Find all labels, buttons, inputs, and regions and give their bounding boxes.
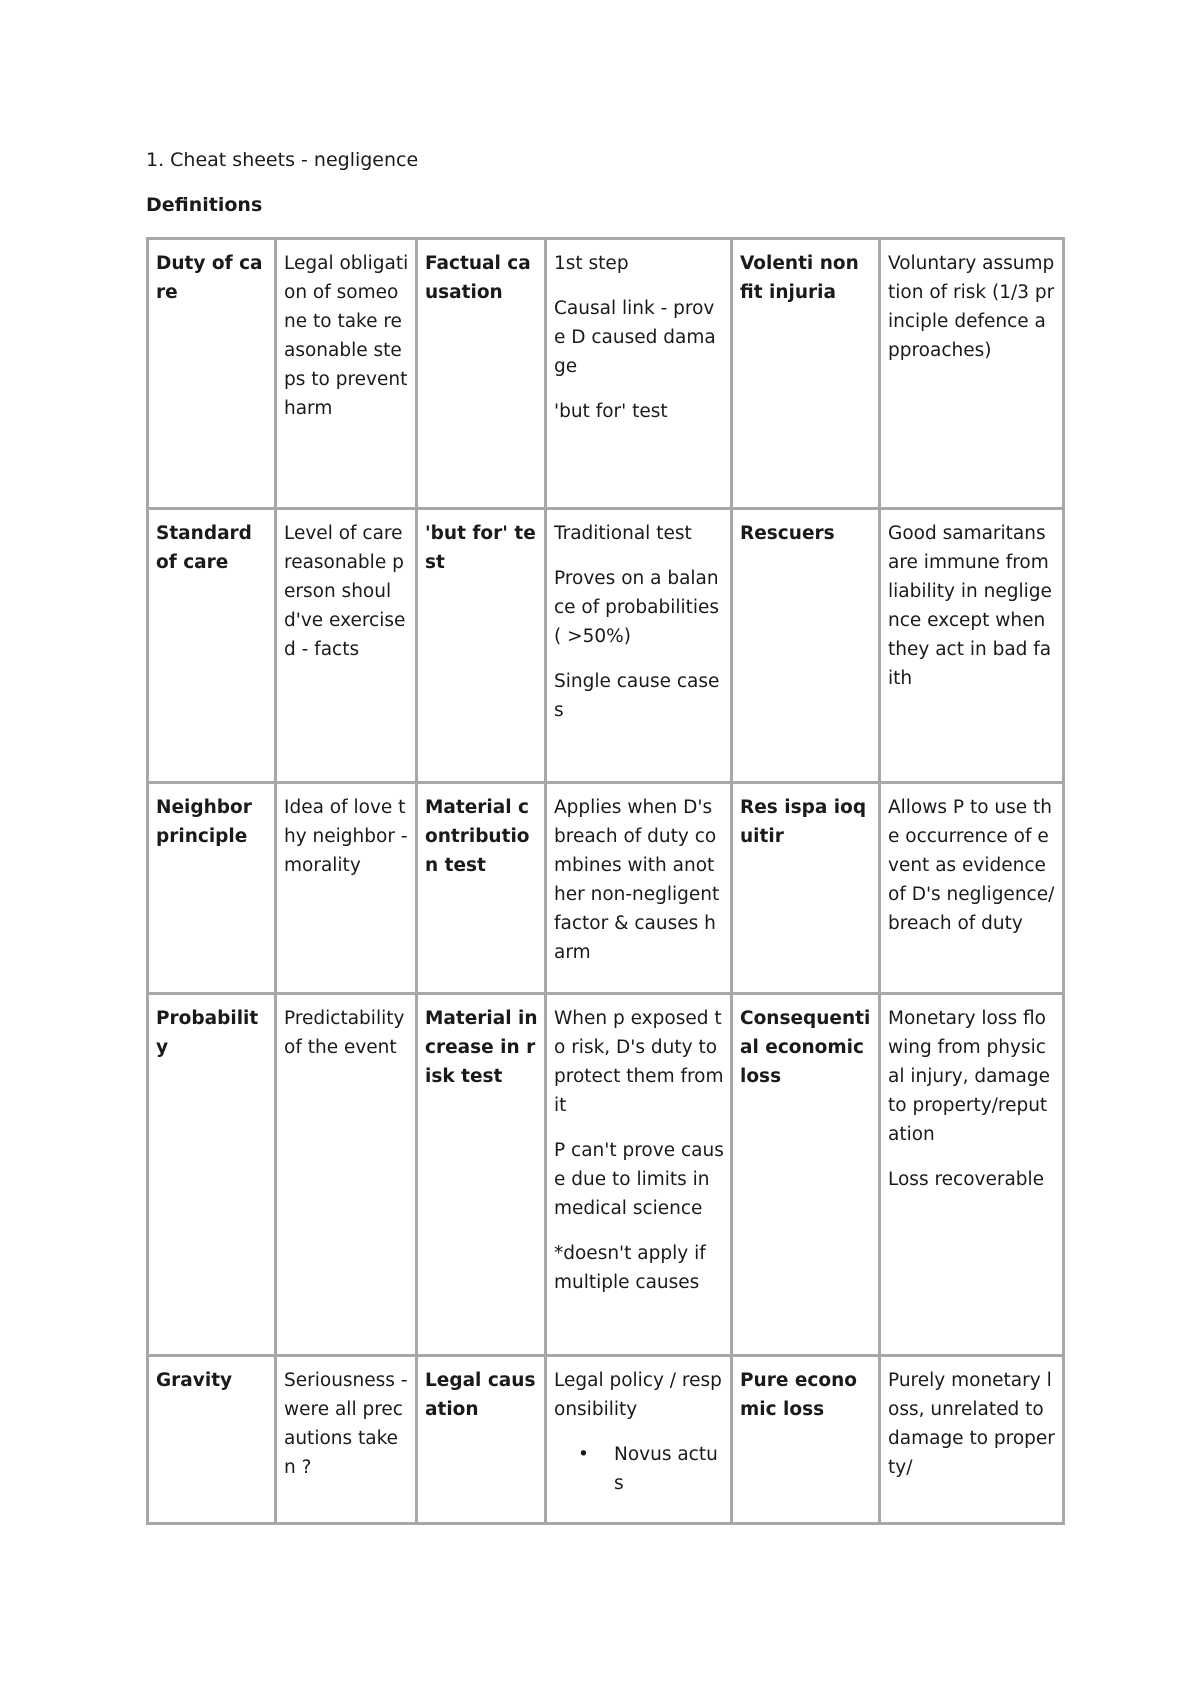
definition-cell xyxy=(880,239,1064,509)
term-text: Probability xyxy=(156,1008,259,1058)
definition-cell xyxy=(546,994,732,1356)
term-cell xyxy=(148,1356,276,1524)
term-text: Gravity xyxy=(156,1370,233,1391)
term-cell xyxy=(148,783,276,994)
term-text: 'but for' test xyxy=(425,523,536,573)
document-title: 1. Cheat sheets - negligence xyxy=(146,149,419,171)
definition-text: Allows P to use the occurrence of event as evidence of D's negligence/breach of duty xyxy=(888,797,1055,934)
definition-cell xyxy=(546,239,732,509)
term-cell xyxy=(732,509,880,783)
definition-text: Monetary loss flowing from physical injury, damage to property/reputation xyxy=(888,1008,1050,1145)
term-cell xyxy=(148,994,276,1356)
definition-text: Idea of love thy neighbor - morality xyxy=(284,797,408,876)
definition-text: Applies when D's breach of duty combines with another non-negligent factor & causes harm xyxy=(554,797,720,963)
bullet-item: • Novus actus xyxy=(614,1440,724,1498)
term-cell xyxy=(732,783,880,994)
term-text: Rescuers xyxy=(740,523,835,544)
term-text: Factual causation xyxy=(425,253,531,303)
definition-text: Seriousness - were all precautions taken ? xyxy=(284,1370,408,1478)
definition-text: 'but for' test xyxy=(554,401,668,422)
definition-cell xyxy=(276,509,417,783)
table-row xyxy=(148,239,1064,509)
term-text: Standard of care xyxy=(156,523,252,573)
term-cell xyxy=(417,783,546,994)
term-cell xyxy=(148,509,276,783)
term-cell xyxy=(732,994,880,1356)
definition-text: Predictability of the event xyxy=(284,1008,405,1058)
definition-text: Causal link - prove D caused damage xyxy=(554,298,716,377)
definition-text: Loss recoverable xyxy=(888,1169,1045,1190)
section-heading-definitions: Definitions xyxy=(146,194,263,216)
definition-text: Voluntary assumption of risk (1/3 principle defence approaches) xyxy=(888,253,1055,361)
definition-cell xyxy=(546,509,732,783)
definition-cell xyxy=(276,239,417,509)
term-text: Duty of care xyxy=(156,253,263,303)
definition-text: When p exposed to risk, D's duty to protect them from it xyxy=(554,1008,724,1116)
definition-text: 1st step xyxy=(554,253,629,274)
term-cell xyxy=(732,239,880,509)
table-row xyxy=(148,1356,1064,1524)
definition-text: *doesn't apply if multiple causes xyxy=(554,1243,706,1293)
term-cell xyxy=(417,994,546,1356)
term-text: Legal causation xyxy=(425,1370,536,1420)
term-text: Res ispa ioquitir xyxy=(740,797,867,847)
table-row xyxy=(148,509,1064,783)
definition-cell xyxy=(276,783,417,994)
table-row xyxy=(148,994,1064,1356)
definition-cell xyxy=(880,994,1064,1356)
definition-text: Legal obligation of someone to take reasonable steps to prevent harm xyxy=(284,253,409,419)
term-text: Material contribution test xyxy=(425,797,530,876)
term-text: Neighbor principle xyxy=(156,797,252,847)
term-text: Pure economic loss xyxy=(740,1370,857,1420)
term-text: Volenti non fit injuria xyxy=(740,253,859,303)
definition-cell xyxy=(546,1356,732,1524)
term-cell xyxy=(417,239,546,509)
definition-cell xyxy=(546,783,732,994)
term-cell xyxy=(417,1356,546,1524)
term-cell xyxy=(732,1356,880,1524)
definition-text: Single cause cases xyxy=(554,671,720,721)
definition-cell xyxy=(880,509,1064,783)
definition-text: Proves on a balance of probabilities ( >50%) xyxy=(554,568,720,647)
term-cell xyxy=(148,239,276,509)
definitions-table xyxy=(146,237,1065,1525)
definition-text: Traditional test xyxy=(554,523,692,544)
definition-text: Legal policy / responsibility xyxy=(554,1370,722,1420)
term-text: Material increase in risk test xyxy=(425,1008,538,1087)
definition-text: Level of care reasonable person should've exercised - facts xyxy=(284,523,406,660)
definition-cell xyxy=(880,783,1064,994)
definition-text: Purely monetary loss, unrelated to damage to property/ xyxy=(888,1370,1055,1478)
definition-text: Good samaritans are immune from liability in negligence except when they act in bad faith xyxy=(888,523,1052,689)
bullet-list xyxy=(554,1440,724,1498)
table-row xyxy=(148,783,1064,994)
definition-text: P can't prove cause due to limits in medical science xyxy=(554,1140,724,1219)
definition-cell xyxy=(276,1356,417,1524)
definition-cell xyxy=(276,994,417,1356)
definition-cell xyxy=(880,1356,1064,1524)
term-text: Consequential economic loss xyxy=(740,1008,871,1087)
term-cell xyxy=(417,509,546,783)
